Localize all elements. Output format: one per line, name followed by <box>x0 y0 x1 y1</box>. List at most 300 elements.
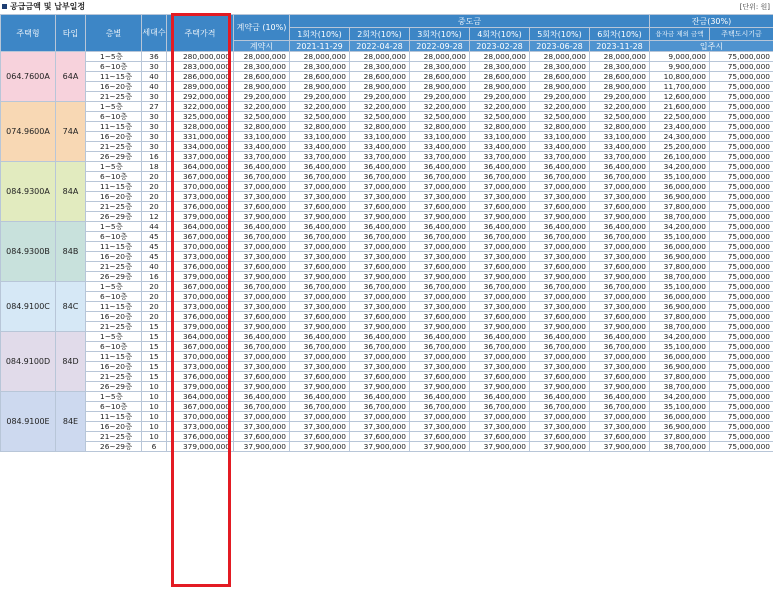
fund-cell: 75,000,000 <box>710 262 773 272</box>
floor-cell: 11~15층 <box>86 352 142 362</box>
middle-2-cell: 37,300,000 <box>350 362 410 372</box>
middle-4-cell: 28,900,000 <box>470 82 530 92</box>
balance-cell: 37,800,000 <box>650 372 710 382</box>
middle-6-cell: 37,000,000 <box>590 292 650 302</box>
middle-1-cell: 37,000,000 <box>290 412 350 422</box>
middle-2-cell: 37,900,000 <box>350 382 410 392</box>
floor-cell: 26~29층 <box>86 442 142 452</box>
table-row <box>1 302 773 312</box>
table-row <box>1 182 773 192</box>
middle-6-cell: 33,100,000 <box>590 132 650 142</box>
middle-3-cell: 37,600,000 <box>410 262 470 272</box>
middle-5-cell: 37,000,000 <box>530 182 590 192</box>
table-row <box>1 252 773 262</box>
middle-2-cell: 37,000,000 <box>350 292 410 302</box>
balance-cell: 36,900,000 <box>650 422 710 432</box>
middle-5-cell: 36,700,000 <box>530 172 590 182</box>
type-cell: 84B <box>56 222 86 282</box>
deposit-cell: 37,900,000 <box>234 212 290 222</box>
deposit-cell: 36,700,000 <box>234 282 290 292</box>
middle-1-cell: 37,900,000 <box>290 382 350 392</box>
table-row <box>1 342 773 352</box>
middle-2-cell: 36,700,000 <box>350 282 410 292</box>
middle-4-cell: 33,700,000 <box>470 152 530 162</box>
middle-1-cell: 28,300,000 <box>290 62 350 72</box>
middle-6-cell: 36,400,000 <box>590 332 650 342</box>
table-row <box>1 262 773 272</box>
table-row <box>1 422 773 432</box>
fund-cell: 75,000,000 <box>710 422 773 432</box>
middle-6-cell: 36,400,000 <box>590 392 650 402</box>
middle-3-cell: 37,900,000 <box>410 212 470 222</box>
units-cell: 16 <box>142 152 167 162</box>
fund-cell: 75,000,000 <box>710 172 773 182</box>
middle-1-cell: 36,700,000 <box>290 172 350 182</box>
units-cell: 15 <box>142 332 167 342</box>
fund-cell: 75,000,000 <box>710 232 773 242</box>
table-row <box>1 322 773 332</box>
middle-1-cell: 37,600,000 <box>290 432 350 442</box>
middle-2-cell: 37,900,000 <box>350 212 410 222</box>
header-middle-2: 2회차(10%) <box>350 28 410 41</box>
middle-4-cell: 37,300,000 <box>470 362 530 372</box>
units-cell: 20 <box>142 312 167 322</box>
table-row <box>1 122 773 132</box>
price-cell: 367,000,000 <box>167 282 234 292</box>
balance-cell: 25,200,000 <box>650 142 710 152</box>
price-cell: 364,000,000 <box>167 392 234 402</box>
type-cell: 84C <box>56 282 86 332</box>
table-row <box>1 52 773 62</box>
fund-cell: 75,000,000 <box>710 62 773 72</box>
middle-3-cell: 36,700,000 <box>410 402 470 412</box>
fund-cell: 75,000,000 <box>710 382 773 392</box>
deposit-cell: 36,400,000 <box>234 222 290 232</box>
floor-cell: 11~15층 <box>86 302 142 312</box>
middle-4-cell: 37,900,000 <box>470 212 530 222</box>
header-middle-6: 6회차(10%) <box>590 28 650 41</box>
middle-2-cell: 36,700,000 <box>350 172 410 182</box>
middle-1-cell: 28,600,000 <box>290 72 350 82</box>
fund-cell: 75,000,000 <box>710 122 773 132</box>
floor-cell: 6~10층 <box>86 112 142 122</box>
middle-3-cell: 36,400,000 <box>410 222 470 232</box>
floor-cell: 1~5층 <box>86 222 142 232</box>
balance-cell: 38,700,000 <box>650 272 710 282</box>
deposit-cell: 33,700,000 <box>234 152 290 162</box>
header-date-1: 2021-11-29 <box>290 41 350 52</box>
floor-cell: 16~20층 <box>86 312 142 322</box>
middle-6-cell: 37,900,000 <box>590 272 650 282</box>
deposit-cell: 36,700,000 <box>234 232 290 242</box>
middle-6-cell: 37,300,000 <box>590 422 650 432</box>
middle-6-cell: 37,000,000 <box>590 412 650 422</box>
middle-3-cell: 28,900,000 <box>410 82 470 92</box>
deposit-cell: 32,800,000 <box>234 122 290 132</box>
middle-1-cell: 32,500,000 <box>290 112 350 122</box>
middle-6-cell: 33,400,000 <box>590 142 650 152</box>
middle-5-cell: 37,300,000 <box>530 252 590 262</box>
house-type-cell: 084.9100D <box>1 332 56 392</box>
price-cell: 376,000,000 <box>167 262 234 272</box>
table-row <box>1 72 773 82</box>
deposit-cell: 36,400,000 <box>234 162 290 172</box>
middle-3-cell: 37,300,000 <box>410 362 470 372</box>
middle-4-cell: 36,700,000 <box>470 342 530 352</box>
units-cell: 40 <box>142 262 167 272</box>
deposit-cell: 28,300,000 <box>234 62 290 72</box>
price-cell: 373,000,000 <box>167 302 234 312</box>
header-balance-when: 입주시 <box>650 41 773 52</box>
floor-cell: 6~10층 <box>86 402 142 412</box>
middle-5-cell: 29,200,000 <box>530 92 590 102</box>
bullet-square-icon <box>2 4 7 9</box>
middle-2-cell: 37,900,000 <box>350 322 410 332</box>
middle-5-cell: 37,900,000 <box>530 442 590 452</box>
balance-cell: 23,400,000 <box>650 122 710 132</box>
price-cell: 370,000,000 <box>167 292 234 302</box>
units-cell: 30 <box>142 62 167 72</box>
middle-3-cell: 32,800,000 <box>410 122 470 132</box>
middle-3-cell: 37,000,000 <box>410 352 470 362</box>
header-middle-5: 5회차(10%) <box>530 28 590 41</box>
balance-cell: 36,000,000 <box>650 182 710 192</box>
fund-cell: 75,000,000 <box>710 342 773 352</box>
units-cell: 10 <box>142 392 167 402</box>
price-cell: 334,000,000 <box>167 142 234 152</box>
balance-cell: 36,900,000 <box>650 302 710 312</box>
table-row <box>1 212 773 222</box>
middle-6-cell: 37,900,000 <box>590 442 650 452</box>
deposit-cell: 37,300,000 <box>234 422 290 432</box>
header-date-4: 2023-02-28 <box>470 41 530 52</box>
floor-cell: 1~5층 <box>86 332 142 342</box>
floor-cell: 21~25층 <box>86 372 142 382</box>
middle-5-cell: 37,300,000 <box>530 422 590 432</box>
middle-4-cell: 37,600,000 <box>470 202 530 212</box>
middle-5-cell: 37,900,000 <box>530 272 590 282</box>
middle-5-cell: 28,300,000 <box>530 62 590 72</box>
balance-cell: 37,800,000 <box>650 202 710 212</box>
house-type-cell: 084.9100C <box>1 282 56 332</box>
middle-2-cell: 32,800,000 <box>350 122 410 132</box>
middle-1-cell: 28,000,000 <box>290 52 350 62</box>
fund-cell: 75,000,000 <box>710 102 773 112</box>
floor-cell: 16~20층 <box>86 362 142 372</box>
deposit-cell: 33,400,000 <box>234 142 290 152</box>
middle-1-cell: 37,300,000 <box>290 252 350 262</box>
deposit-cell: 37,600,000 <box>234 202 290 212</box>
balance-cell: 22,500,000 <box>650 112 710 122</box>
middle-4-cell: 37,600,000 <box>470 372 530 382</box>
table-row <box>1 292 773 302</box>
middle-4-cell: 36,700,000 <box>470 282 530 292</box>
floor-cell: 1~5층 <box>86 102 142 112</box>
middle-5-cell: 37,300,000 <box>530 192 590 202</box>
middle-5-cell: 33,700,000 <box>530 152 590 162</box>
middle-4-cell: 36,700,000 <box>470 232 530 242</box>
middle-5-cell: 36,400,000 <box>530 392 590 402</box>
middle-5-cell: 37,600,000 <box>530 372 590 382</box>
table-row <box>1 272 773 282</box>
middle-4-cell: 29,200,000 <box>470 92 530 102</box>
middle-6-cell: 28,000,000 <box>590 52 650 62</box>
middle-5-cell: 37,000,000 <box>530 352 590 362</box>
middle-3-cell: 28,600,000 <box>410 72 470 82</box>
middle-2-cell: 36,400,000 <box>350 392 410 402</box>
deposit-cell: 28,600,000 <box>234 72 290 82</box>
middle-4-cell: 36,400,000 <box>470 392 530 402</box>
middle-3-cell: 36,700,000 <box>410 172 470 182</box>
floor-cell: 6~10층 <box>86 232 142 242</box>
floor-cell: 26~29층 <box>86 212 142 222</box>
deposit-cell: 37,000,000 <box>234 292 290 302</box>
middle-4-cell: 37,000,000 <box>470 242 530 252</box>
middle-1-cell: 36,700,000 <box>290 232 350 242</box>
units-cell: 40 <box>142 72 167 82</box>
middle-2-cell: 37,300,000 <box>350 302 410 312</box>
middle-6-cell: 37,600,000 <box>590 372 650 382</box>
fund-cell: 75,000,000 <box>710 402 773 412</box>
middle-2-cell: 37,600,000 <box>350 202 410 212</box>
fund-cell: 75,000,000 <box>710 162 773 172</box>
units-cell: 36 <box>142 52 167 62</box>
balance-cell: 36,000,000 <box>650 242 710 252</box>
middle-2-cell: 28,900,000 <box>350 82 410 92</box>
price-cell: 373,000,000 <box>167 252 234 262</box>
middle-1-cell: 37,300,000 <box>290 422 350 432</box>
units-cell: 15 <box>142 362 167 372</box>
middle-6-cell: 37,300,000 <box>590 362 650 372</box>
middle-4-cell: 28,300,000 <box>470 62 530 72</box>
middle-2-cell: 28,600,000 <box>350 72 410 82</box>
page-title <box>2 1 85 12</box>
header-balance: 잔금(30%) <box>650 15 773 28</box>
table-row <box>1 202 773 212</box>
balance-cell: 26,100,000 <box>650 152 710 162</box>
middle-1-cell: 37,600,000 <box>290 372 350 382</box>
price-cell: 376,000,000 <box>167 372 234 382</box>
units-cell: 30 <box>142 132 167 142</box>
fund-cell: 75,000,000 <box>710 282 773 292</box>
balance-cell: 35,100,000 <box>650 342 710 352</box>
floor-cell: 21~25층 <box>86 262 142 272</box>
middle-1-cell: 33,100,000 <box>290 132 350 142</box>
table-row <box>1 412 773 422</box>
deposit-cell: 37,900,000 <box>234 272 290 282</box>
middle-4-cell: 37,600,000 <box>470 312 530 322</box>
price-cell: 376,000,000 <box>167 432 234 442</box>
table-row <box>1 392 773 402</box>
middle-5-cell: 37,600,000 <box>530 432 590 442</box>
fund-cell: 75,000,000 <box>710 152 773 162</box>
floor-cell: 26~29층 <box>86 382 142 392</box>
header-middle-3: 3회차(10%) <box>410 28 470 41</box>
price-cell: 379,000,000 <box>167 382 234 392</box>
middle-6-cell: 28,300,000 <box>590 62 650 72</box>
units-cell: 10 <box>142 432 167 442</box>
balance-cell: 9,000,000 <box>650 52 710 62</box>
middle-3-cell: 37,300,000 <box>410 302 470 312</box>
header-floor: 층별 <box>86 15 142 52</box>
fund-cell: 75,000,000 <box>710 202 773 212</box>
middle-5-cell: 36,700,000 <box>530 342 590 352</box>
deposit-cell: 32,500,000 <box>234 112 290 122</box>
middle-4-cell: 37,300,000 <box>470 302 530 312</box>
middle-1-cell: 36,700,000 <box>290 282 350 292</box>
middle-1-cell: 37,000,000 <box>290 292 350 302</box>
middle-4-cell: 37,600,000 <box>470 432 530 442</box>
middle-2-cell: 37,600,000 <box>350 372 410 382</box>
middle-1-cell: 33,400,000 <box>290 142 350 152</box>
middle-3-cell: 28,000,000 <box>410 52 470 62</box>
deposit-cell: 36,700,000 <box>234 172 290 182</box>
middle-3-cell: 37,900,000 <box>410 272 470 282</box>
middle-5-cell: 37,600,000 <box>530 262 590 272</box>
price-cell: 373,000,000 <box>167 422 234 432</box>
fund-cell: 75,000,000 <box>710 352 773 362</box>
middle-1-cell: 37,900,000 <box>290 212 350 222</box>
middle-5-cell: 37,000,000 <box>530 242 590 252</box>
middle-2-cell: 36,700,000 <box>350 232 410 242</box>
middle-5-cell: 37,900,000 <box>530 382 590 392</box>
middle-3-cell: 33,100,000 <box>410 132 470 142</box>
middle-5-cell: 37,000,000 <box>530 412 590 422</box>
middle-5-cell: 37,600,000 <box>530 312 590 322</box>
middle-6-cell: 36,700,000 <box>590 232 650 242</box>
table-row <box>1 352 773 362</box>
units-cell: 20 <box>142 172 167 182</box>
middle-4-cell: 32,800,000 <box>470 122 530 132</box>
table-row <box>1 152 773 162</box>
middle-1-cell: 28,900,000 <box>290 82 350 92</box>
middle-3-cell: 37,600,000 <box>410 312 470 322</box>
middle-3-cell: 37,000,000 <box>410 412 470 422</box>
fund-cell: 75,000,000 <box>710 302 773 312</box>
middle-3-cell: 37,000,000 <box>410 242 470 252</box>
middle-1-cell: 36,700,000 <box>290 342 350 352</box>
middle-5-cell: 32,200,000 <box>530 102 590 112</box>
balance-cell: 9,900,000 <box>650 62 710 72</box>
table-header <box>1 15 773 52</box>
header-deposit-when: 계약시 <box>234 41 290 52</box>
balance-cell: 34,200,000 <box>650 332 710 342</box>
price-cell: 337,000,000 <box>167 152 234 162</box>
header-middle-1: 1회차(10%) <box>290 28 350 41</box>
middle-6-cell: 28,600,000 <box>590 72 650 82</box>
deposit-cell: 37,000,000 <box>234 182 290 192</box>
middle-1-cell: 37,900,000 <box>290 322 350 332</box>
middle-1-cell: 37,000,000 <box>290 242 350 252</box>
middle-3-cell: 36,700,000 <box>410 282 470 292</box>
middle-3-cell: 36,400,000 <box>410 162 470 172</box>
header-middle: 중도금 <box>290 15 650 28</box>
middle-2-cell: 33,400,000 <box>350 142 410 152</box>
middle-4-cell: 36,400,000 <box>470 162 530 172</box>
floor-cell: 21~25층 <box>86 432 142 442</box>
price-cell: 367,000,000 <box>167 342 234 352</box>
middle-6-cell: 36,700,000 <box>590 282 650 292</box>
units-cell: 27 <box>142 102 167 112</box>
middle-3-cell: 37,300,000 <box>410 422 470 432</box>
units-cell: 30 <box>142 142 167 152</box>
house-type-cell: 064.7600A <box>1 52 56 102</box>
balance-cell: 35,100,000 <box>650 402 710 412</box>
header-house-type: 주택형 <box>1 15 56 52</box>
middle-2-cell: 28,300,000 <box>350 62 410 72</box>
middle-2-cell: 37,000,000 <box>350 352 410 362</box>
table-row <box>1 432 773 442</box>
middle-1-cell: 37,600,000 <box>290 262 350 272</box>
table-row <box>1 362 773 372</box>
balance-cell: 35,100,000 <box>650 232 710 242</box>
price-cell: 376,000,000 <box>167 312 234 322</box>
header-date-5: 2023-06-28 <box>530 41 590 52</box>
balance-cell: 11,700,000 <box>650 82 710 92</box>
header-balance-fund: 주택도시기금 <box>710 28 773 41</box>
middle-4-cell: 37,000,000 <box>470 412 530 422</box>
middle-6-cell: 37,000,000 <box>590 242 650 252</box>
middle-6-cell: 37,900,000 <box>590 212 650 222</box>
balance-cell: 38,700,000 <box>650 322 710 332</box>
floor-cell: 6~10층 <box>86 342 142 352</box>
fund-cell: 75,000,000 <box>710 312 773 322</box>
deposit-cell: 37,900,000 <box>234 322 290 332</box>
deposit-cell: 37,000,000 <box>234 242 290 252</box>
table-row <box>1 222 773 232</box>
middle-1-cell: 37,900,000 <box>290 442 350 452</box>
middle-3-cell: 37,900,000 <box>410 382 470 392</box>
floor-cell: 21~25층 <box>86 142 142 152</box>
floor-cell: 26~29층 <box>86 152 142 162</box>
floor-cell: 6~10층 <box>86 62 142 72</box>
floor-cell: 1~5층 <box>86 52 142 62</box>
middle-2-cell: 37,900,000 <box>350 272 410 282</box>
middle-5-cell: 37,300,000 <box>530 302 590 312</box>
middle-4-cell: 33,400,000 <box>470 142 530 152</box>
middle-5-cell: 33,400,000 <box>530 142 590 152</box>
deposit-cell: 37,000,000 <box>234 412 290 422</box>
middle-3-cell: 37,900,000 <box>410 442 470 452</box>
middle-5-cell: 36,400,000 <box>530 222 590 232</box>
price-table <box>0 14 773 452</box>
balance-cell: 37,800,000 <box>650 312 710 322</box>
table-row <box>1 162 773 172</box>
middle-4-cell: 32,200,000 <box>470 102 530 112</box>
units-cell: 20 <box>142 182 167 192</box>
balance-cell: 36,000,000 <box>650 412 710 422</box>
price-cell: 367,000,000 <box>167 232 234 242</box>
deposit-cell: 28,900,000 <box>234 82 290 92</box>
type-cell: 84A <box>56 162 86 222</box>
table-row <box>1 172 773 182</box>
middle-5-cell: 36,700,000 <box>530 282 590 292</box>
header-type: 타입 <box>56 15 86 52</box>
units-cell: 15 <box>142 342 167 352</box>
table-row <box>1 442 773 452</box>
table-row <box>1 312 773 322</box>
middle-2-cell: 32,200,000 <box>350 102 410 112</box>
middle-1-cell: 37,600,000 <box>290 202 350 212</box>
table-row <box>1 232 773 242</box>
fund-cell: 75,000,000 <box>710 362 773 372</box>
middle-6-cell: 29,200,000 <box>590 92 650 102</box>
fund-cell: 75,000,000 <box>710 252 773 262</box>
middle-2-cell: 33,100,000 <box>350 132 410 142</box>
units-cell: 15 <box>142 352 167 362</box>
price-cell: 322,000,000 <box>167 102 234 112</box>
middle-6-cell: 37,600,000 <box>590 262 650 272</box>
